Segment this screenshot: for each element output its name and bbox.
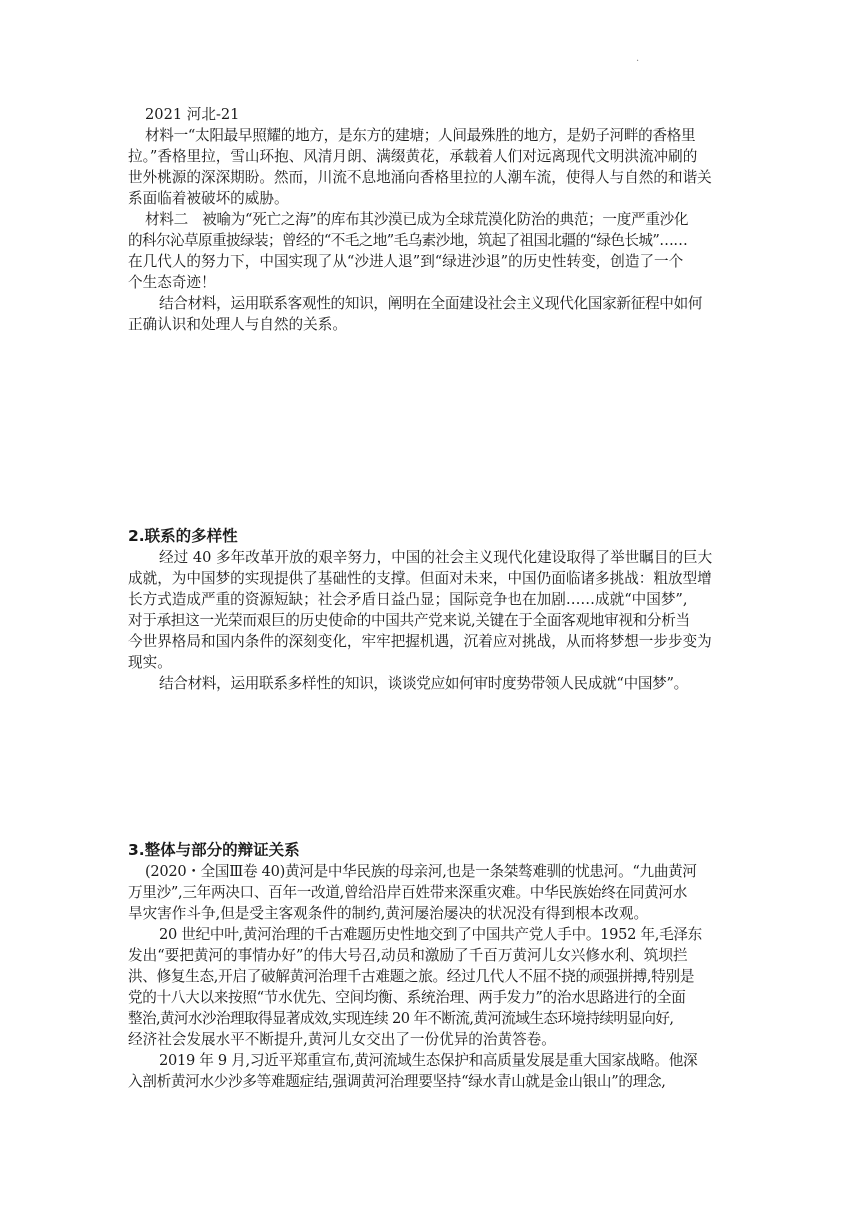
- paragraph-line: 万里沙”,三年两决口、百年一改道,曾给沿岸百姓带来深重灾难。中华民族始终在同黄河水: [128, 884, 688, 901]
- paragraph-line: 洪、修复生态,开启了破解黄河治理千古难题之旅。经过几代人不屈不挠的顽强拼搏,特别是: [128, 968, 695, 985]
- paragraph-line: 个生态奇迹！: [128, 274, 216, 291]
- paragraph-line: 长方式造成严重的资源短缺；社会矛盾日益凸显；国际竞争也在加剧……成就“中国梦”,: [128, 591, 688, 608]
- section-diversity-of-connections: [128, 525, 730, 694]
- section-whole-and-parts: [128, 839, 730, 1092]
- paragraph-line: 结合材料，运用联系客观性的知识，阐明在全面建设社会主义现代化国家新征程中如何: [159, 295, 703, 312]
- paragraph-line: 发出“要把黄河的事情办好”的伟大号召,动员和激励了千百万黄河儿女兴修水利、筑坝拦: [128, 947, 688, 964]
- paragraph-line: (2020・全国Ⅲ卷 40)黄河是中华民族的母亲河,也是一条桀骜难驯的忧患河。“九曲黄河: [145, 863, 697, 880]
- paragraph-line: 对于承担这一光荣而艰巨的历史使命的中国共产党来说,关键在于全面客观地审视和分析当: [128, 612, 690, 629]
- paragraph-line: 整治,黄河水沙治理取得显著成效,实现连续 20 年不断流,黄河流域生态环境持续明显向好,: [128, 1010, 674, 1027]
- paragraph-line: 正确认识和处理人与自然的关系。: [128, 316, 347, 333]
- paragraph-line: 世外桃源的深深期盼。然而，川流不息地涌向香格里拉的人潮车流，使得人与自然的和谐关: [128, 169, 712, 186]
- paragraph-line: 经济社会发展水平不断提升,黄河儿女交出了一份优异的治黄答卷。: [128, 1031, 556, 1048]
- question-2021-hebei-21: [128, 104, 730, 335]
- paragraph-line: 拉。”香格里拉，雪山环抱、风清月朗、满缀黄花，承载着人们对远离现代文明洪流冲刷的: [128, 148, 698, 165]
- paragraph-line: 旱灾害作斗争,但是受主客观条件的制约,黄河屡治屡决的状况没有得到根本改观。: [128, 905, 649, 922]
- paragraph-line: 现实。: [128, 654, 172, 671]
- paragraph-line: 20 世纪中叶,黄河治理的千古难题历史性地交到了中国共产党人手中。1952 年,毛泽东: [159, 926, 702, 943]
- paragraph-line: 材料二 被喻为“死亡之海”的库布其沙漠已成为全球荒漠化防治的典范；一度严重沙化: [145, 211, 689, 228]
- paragraph-line: 的科尔沁草原重披绿装；曾经的“不毛之地”毛乌素沙地，筑起了祖国北疆的“绿色长城”……: [128, 232, 688, 249]
- header-mark: ·: [636, 56, 640, 67]
- paragraph-line: 经过 40 多年改革开放的艰辛努力，中国的社会主义现代化建设取得了举世瞩目的巨大: [159, 549, 713, 566]
- paragraph-line: 系面临着被破坏的威胁。: [128, 190, 289, 207]
- section-heading: 3.整体与部分的辩证关系: [128, 841, 300, 859]
- paragraph-line: 党的十八大以来按照“节水优先、空间均衡、系统治理、两手发力”的治水思路进行的全面: [128, 989, 686, 1006]
- paragraph-line: 成就，为中国梦的实现提供了基础性的支撑。但面对未来，中国仍面临诸多挑战：粗放型增: [128, 570, 712, 587]
- question-tag: 2021 河北-21: [145, 106, 240, 123]
- paragraph-line: 今世界格局和国内条件的深刻变化，牢牢把握机遇，沉着应对挑战，从而将梦想一步步变为: [128, 633, 712, 650]
- paragraph-line: 在几代人的努力下，中国实现了从“沙进人退”到“绿进沙退”的历史性转变，创造了一个: [128, 253, 684, 270]
- paragraph-line: 2019 年 9 月,习近平郑重宣布,黄河流域生态保护和高质量发展是重大国家战略。他深: [159, 1052, 698, 1069]
- paragraph-line: 材料一“太阳最早照耀的地方，是东方的建塘；人间最殊胜的地方，是奶子河畔的香格里: [145, 127, 696, 144]
- paragraph-line: 结合材料，运用联系多样性的知识，谈谈党应如何审时度势带领人民成就“中国梦”。: [159, 675, 688, 692]
- paragraph-line: 入剖析黄河水少沙多等难题症结,强调黄河治理要坚持“绿水青山就是金山银山”的理念,: [128, 1073, 666, 1090]
- section-heading: 2.联系的多样性: [128, 527, 238, 545]
